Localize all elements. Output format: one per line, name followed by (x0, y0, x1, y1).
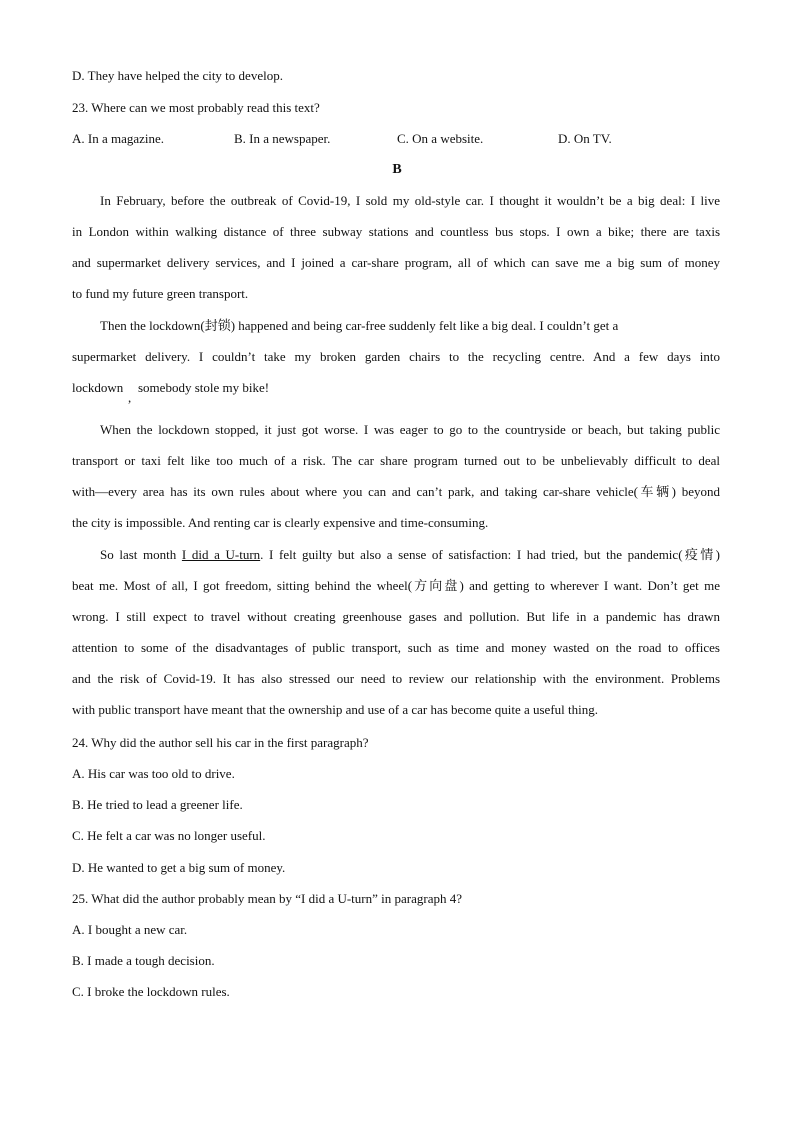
q25-question: 25. What did the author probably mean by “I did a U-turn” in paragraph 4? (72, 891, 462, 906)
passage-paragraph-4 (72, 547, 720, 733)
q24-option-d: D. He wanted to get a big sum of money. (72, 860, 286, 875)
q24-option-c: C. He felt a car was no longer useful. (72, 828, 266, 843)
paragraph-line: somebody stole my bike! (138, 380, 270, 395)
paragraph-line: in London within walking distance of three subway stations and countless bus stops. I own a bike; there are taxis (72, 224, 720, 239)
paragraph-line: and supermarket delivery services, and I joined a car-share program, all of which can save me a big sum of money (72, 255, 720, 270)
q23-question: 23. Where can we most probably read this text? (72, 100, 320, 115)
paragraph-line: In February, before the outbreak of Covid-19, I sold my old-style car. I thought it wouldn’t be a big deal: I live (100, 193, 720, 208)
paragraph-line (72, 547, 720, 578)
paragraph-line: beat me. Most of all, I got freedom, sitting behind the wheel(方向盘) and getting to wherever I want. Don’t get me (72, 578, 720, 593)
paragraph-2-word: lockdown (72, 380, 124, 395)
q24-option-b: B. He tried to lead a greener life. (72, 797, 243, 812)
q24-option-a: A. His car was too old to drive. (72, 766, 235, 781)
q25-option-a: A. I bought a new car. (72, 922, 188, 937)
q25-option-b: B. I made a tough decision. (72, 953, 215, 968)
q23-options (72, 131, 720, 147)
q25-option-c: C. I broke the lockdown rules. (72, 984, 230, 999)
paragraph-line: When the lockdown stopped, it just got worse. I was eager to go to the countryside or beach, but taking public (100, 422, 720, 437)
text-run: . I felt guilty but also a sense of satisfaction: I had tried, but the pandemic(疫情) (260, 547, 720, 562)
passage-paragraph-3 (72, 422, 720, 546)
paragraph-line: with public transport have meant that the ownership and use of a car has become quite a useful thing. (72, 702, 598, 717)
paragraph-line: with—every area has its own rules about where you can and can’t park, and taking car-share vehicle(车辆) beyond (72, 484, 720, 499)
q23-option-d: D. On TV. (558, 131, 612, 146)
q23-option-a: A. In a magazine. (72, 131, 165, 146)
q24-question: 24. Why did the author sell his car in the first paragraph? (72, 735, 369, 750)
text-run: So last month (100, 547, 182, 562)
section-title: B (392, 162, 402, 177)
paragraph-line: transport or taxi felt like too much of a risk. The car share program turned out to be unbelievably difficult to deal (72, 453, 720, 468)
paragraph-line: to fund my future green transport. (72, 286, 249, 301)
passage-paragraph-1 (72, 193, 720, 317)
paragraph-line (72, 380, 123, 396)
paragraph-line: Then the lockdown(封锁) happened and being car-free suddenly felt like a big deal. I couldn’t get a (100, 318, 619, 333)
q22-option-d: D. They have helped the city to develop. (72, 68, 283, 83)
stray-comma: , (128, 390, 132, 405)
paragraph-line: supermarket delivery. I couldn’t take my broken garden chairs to the recycling centre. And a few days into (72, 349, 720, 364)
q23-option-c: C. On a website. (397, 131, 484, 146)
paragraph-line: and the risk of Covid-19. It has also stressed our need to review our relationship with the environment. Problems (72, 671, 720, 686)
q23-option-b: B. In a newspaper. (234, 131, 331, 146)
passage-paragraph-2 (72, 318, 720, 380)
paragraph-line: wrong. I still expect to travel without creating greenhouse gases and pollution. But life in a pandemic has drawn (72, 609, 720, 624)
underlined-phrase: I did a U-turn (181, 547, 261, 562)
paragraph-line: the city is impossible. And renting car is clearly expensive and time-consuming. (72, 515, 489, 530)
paragraph-line: attention to some of the disadvantages of public transport, such as time and money wasted on the road to offices (72, 640, 720, 655)
